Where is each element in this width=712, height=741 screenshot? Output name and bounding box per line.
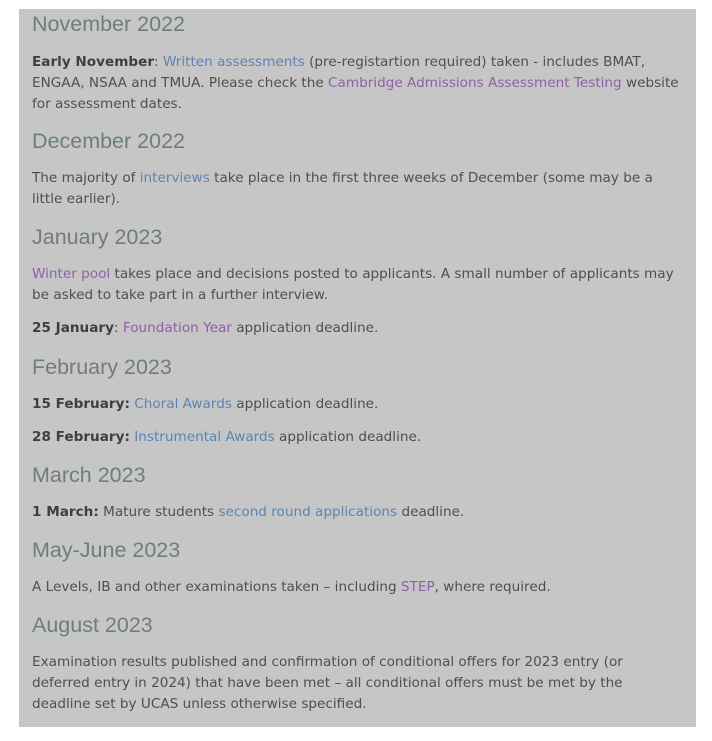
- paragraph-text: (pre-registartion required) taken - includes BMAT, ENGAA, NSAA and TMUA. Please check the: [32, 54, 646, 91]
- paragraph: [32, 318, 683, 339]
- paragraph: [32, 264, 683, 306]
- paragraph-text: website for assessment dates.: [32, 75, 679, 112]
- step-link[interactable]: STEP: [400, 579, 435, 595]
- section-august-2023: [32, 612, 683, 715]
- paragraph: [32, 502, 683, 523]
- paragraph: [32, 577, 683, 598]
- section-heading: May-June 2023: [32, 538, 181, 562]
- instrumental-awards-link[interactable]: Instrumental Awards: [134, 429, 275, 445]
- section-may-june-2023: [32, 537, 683, 598]
- section-january-2023: [32, 224, 683, 339]
- section-heading: November 2022: [32, 12, 185, 36]
- choral-awards-link[interactable]: Choral Awards: [134, 396, 232, 412]
- paragraph-text: , where required.: [434, 579, 551, 595]
- section-heading: February 2023: [32, 355, 172, 379]
- section-heading: January 2023: [32, 225, 163, 249]
- date-label: 1 March:: [32, 504, 99, 520]
- paragraph: [32, 427, 683, 448]
- paragraph-text: The majority of: [32, 170, 140, 186]
- separator: :: [154, 54, 163, 70]
- paragraph: [32, 394, 683, 415]
- paragraph-text: Mature students: [98, 504, 219, 520]
- paragraph-text: deadline.: [397, 504, 465, 520]
- section-heading: March 2023: [32, 463, 146, 487]
- separator: :: [113, 320, 123, 336]
- date-label: Early November: [32, 54, 155, 70]
- paragraph-text: application deadline.: [231, 396, 379, 412]
- paragraph-text: take place in the first three weeks of December (some may be a little earlier).: [32, 170, 653, 207]
- section-heading: August 2023: [32, 613, 153, 637]
- paragraph-text: A Levels, IB and other examinations taken – including: [32, 579, 401, 595]
- winter-pool-link[interactable]: Winter pool: [32, 266, 111, 282]
- cambridge-admissions-testing-link[interactable]: Cambridge Admissions Assessment Testing: [328, 75, 622, 91]
- foundation-year-link[interactable]: Foundation Year: [122, 320, 232, 336]
- paragraph-text: takes place and decisions posted to applicants. A small number of applicants may be asked to take part in a further interview.: [32, 266, 674, 303]
- section-november-2022: [32, 11, 683, 115]
- paragraph: [32, 168, 683, 210]
- written-assessments-link[interactable]: Written assessments: [162, 54, 305, 70]
- date-label: 25 January: [32, 320, 114, 336]
- second-round-applications-link[interactable]: second round applications: [218, 504, 398, 520]
- date-label: 28 February:: [32, 429, 130, 445]
- section-december-2022: [32, 128, 683, 210]
- paragraph-text: application deadline.: [231, 320, 379, 336]
- paragraph: Examination results published and confirmation of conditional offers for 2023 entry (or deferred entry in 2024) that have been met – all conditional offers must be met by the deadline set by UCAS unless otherwise specified.: [32, 654, 623, 712]
- timeline-panel: [19, 9, 696, 727]
- section-february-2023: [32, 354, 683, 448]
- section-march-2023: [32, 462, 683, 523]
- paragraph: [32, 52, 683, 115]
- date-label: 15 February:: [32, 396, 130, 412]
- interviews-link[interactable]: interviews: [139, 170, 210, 186]
- section-heading: December 2022: [32, 129, 185, 153]
- paragraph-text: application deadline.: [274, 429, 422, 445]
